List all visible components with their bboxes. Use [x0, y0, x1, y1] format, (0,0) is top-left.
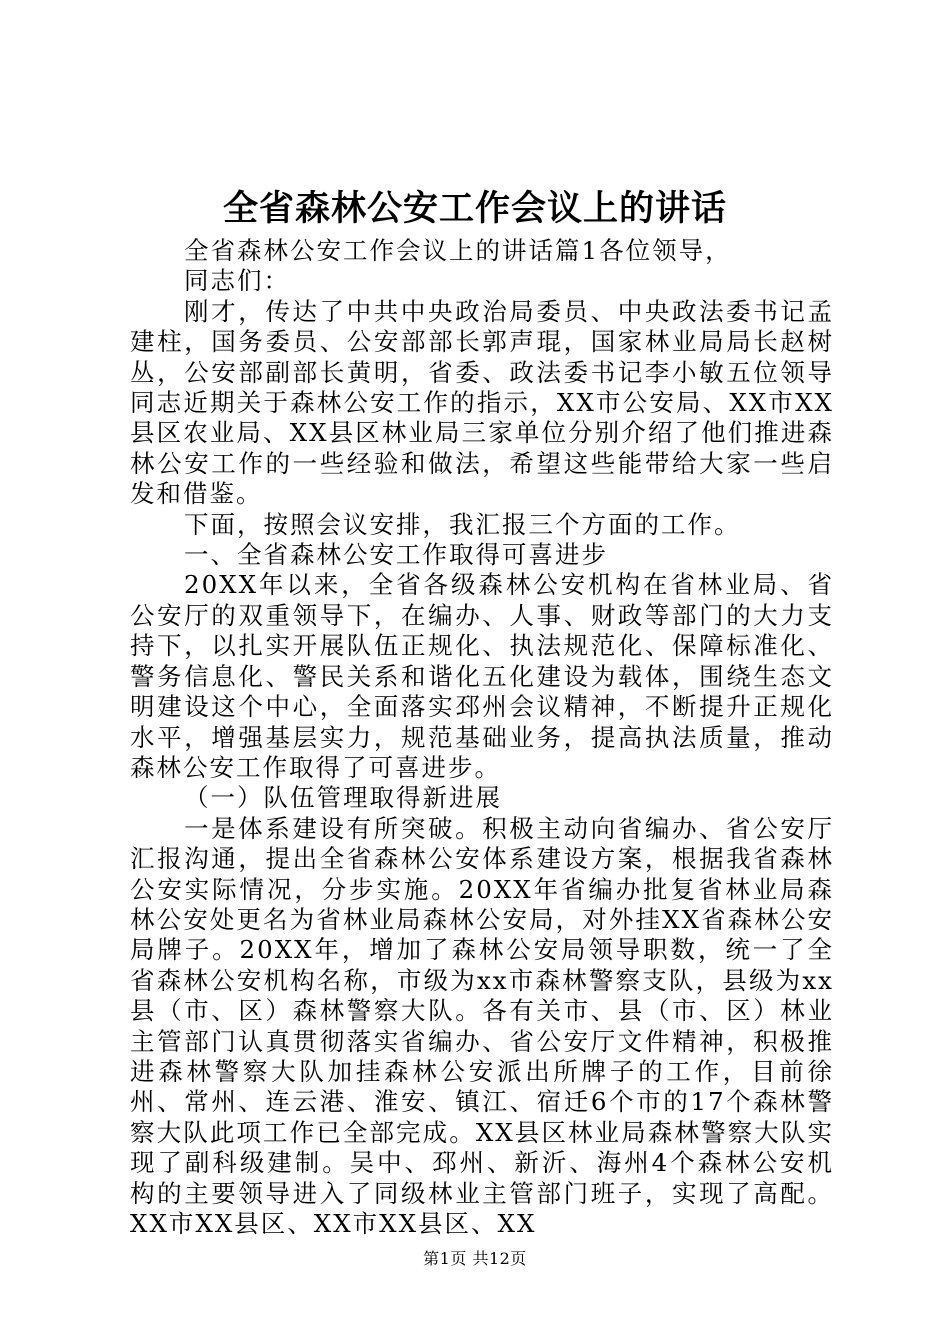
paragraph-greeting: 同志们：	[184, 266, 290, 296]
paragraph-salutation: 全省森林公安工作会议上的讲话篇1各位领导，	[184, 236, 732, 265]
paragraph-agenda: 下面，按照会议安排，我汇报三个方面的工作。	[184, 509, 741, 539]
subsection-heading-1: （一）队伍管理取得新进展	[184, 783, 502, 813]
document-body	[130, 236, 834, 1239]
section-heading-1: 一、全省森林公安工作取得可喜进步	[184, 540, 608, 570]
paragraph-progress: 20XX年以来，全省各级森林公安机构在省林业局、省公安厅的双重领导下，在编办、人事、财政等部门的大力支持下，以扎实开展队伍正规化、执法规范化、保障标准化、警务信息化、警民关系和谐化五化建设为载体，围绕生态文明建设这个中心，全面落实邳州会议精神，不断提升正规化水平，增强基层实力，规范基础业务，提高执法质量，推动森林公安工作取得了可喜进步。	[130, 570, 834, 782]
paragraph-intro: 刚才，传达了中共中央政治局委员、中央政法委书记孟建柱，国务委员、公安部部长郭声琨，国家林业局局长赵树丛，公安部副部长黄明，省委、政法委书记李小敏五位领导同志近期关于森林公安工作的指示，XX市公安局、XX市XX县区农业局、XX县区林业局三家单位分别介绍了他们推进森林公安工作的一些经验和做法，希望这些能带给大家一些启发和借鉴。	[130, 296, 834, 509]
page-number: 第1页 共12页	[423, 1249, 527, 1268]
document-title: 全省森林公安工作会议上的讲话	[222, 189, 727, 229]
paragraph-system-building: 一是体系建设有所突破。积极主动向省编办、省公安厅汇报沟通，提出全省森林公安体系建设方案，根据我省森林公安实际情况，分步实施。20XX年省编办批复省林业局森林公安处更名为省林业局森林公安局，对外挂XX省森林公安局牌子。20XX年，增加了森林公安局领导职数，统一了全省森林公安机构名称，市级为xx市森林警察支队，县级为xx县（市、区）森林警察大队。各有关市、县（市、区）林业主管部门认真贯彻落实省编办、省公安厅文件精神，积极推进森林警察大队加挂森林公安派出所牌子的工作，目前徐州、常州、连云港、淮安、镇江、宿迁6个市的17个森林警察大队此项工作已全部完成。XX县区林业局森林警察大队实现了副科级建制。吴中、邳州、新沂、海州4个森林公安机构的主要领导进入了同级林业主管部门班子，实现了高配。XX市XX县区、XX市XX县区、XX	[130, 813, 834, 1238]
